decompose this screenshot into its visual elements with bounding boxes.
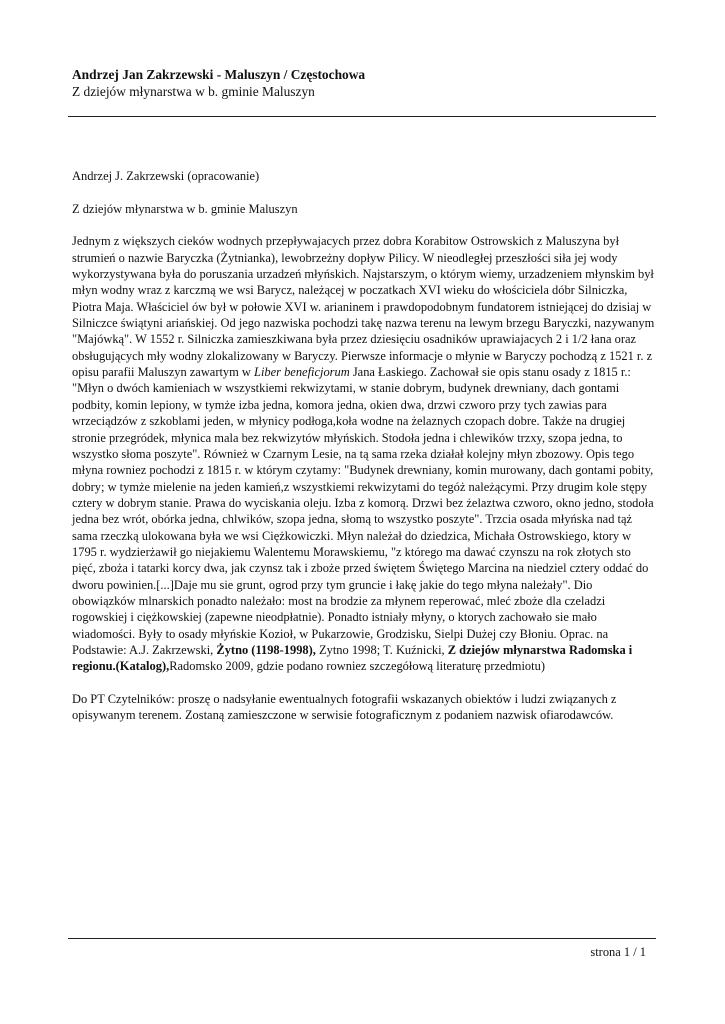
header-title: Andrzej Jan Zakrzewski - Maluszyn / Częstochowa — [72, 67, 366, 82]
main-text-part-3: Zytno 1998; T. Kuźnicki, — [315, 642, 448, 657]
reference-bold-1: Żytno (1198-1998), — [216, 642, 316, 657]
document-body — [72, 168, 657, 740]
main-text-part-4: Radomsko 2009, gdzie podano rowniez szczegółową literaturę przedmiotu) — [169, 659, 545, 674]
footer-divider — [68, 938, 656, 939]
author-line: Andrzej J. Zakrzewski (opracowanie) — [72, 169, 260, 183]
reference-bold-2: Z dziejów młynarstwa Radomska i regionu.(Katalog), — [72, 642, 633, 674]
closing-paragraph: Do PT Czytelników: proszę o nadsyłanie ewentualnych fotografii wskazanych obiektów i ludzi związanych z opisywanym terenem. Zostaną zamieszczone w serwisie fotograficznym z podaniem nazwisk ofiarodawców. — [72, 692, 617, 723]
main-text-part-2: Jana Łaskiego. Zachował sie opis stanu osady z 1815 r.: "Młyn o dwóch kamieniach w wszystkiemi rekwizytami, w stanie dobrym, budynek drewniany, dach gontami podbity, komin lepiony, w tymże izba jedna, komora jedna, okien dwa, drzwi czworo przy tych zawias para wrzeciądzów z szkoblami jeden, w młynicy podłoga,koła wodne na żelaznych czopach dobre. Także na drugiej stronie przegródek, młynica mala bez rekwizytów młyńskich. Stodoła jedna i chlewików trzxy, szopa jedna, to wszystko słoma poszyte". Również w Czarnym Lesie, na tą sama rzeka działał kolejny młyn zbozowy. Opis tego młyna rowniez pochodzi z 1815 r. w którym czytamy: "Budynek drewniany, komin murowany, dach gontami pobity, dobry; w tymże mielenie na jeden kamień,z wszystkiemi rekwizytami do tegóż należącymi. Przy drugim kole stępy cztery w dobrym stanie. Prawa do wyciskania oleju. Izba z komorą. Drzwi bez żelaztwa czworo, okno jedno, stodoła jedna bez wrót, obórka jedna, chlwików, szopa jedna, słomą to wszystko poszyte". Trzcia osada młyńska nad tąż sama rzeczką ulokowana była we wsi Ciężkowiczki. Młyn należał do dziedzica, Michała Ostrowskiego, ktory w 1795 r. wydzierżawił go niejakiemu Walentemu Morawskiemu, "z którego ma dawać czynszu na rok złotych sto pięć, zboża i tatarki korcy dwa, jak czynsz tak i zboże przed świętem Świętego Marcina na niedziel cztery oddać do dworu powinien.[...]Daje mu sie grunt, ogrod przy tym gruncie i łakę jakie do tego młyna należały". Dio obowiązków mlnarskich ponadto należało: most na brodzie za młynem reperować, mleć zboże dla czeladzi rogowskiej i ciężkowskiej (zapewne nieodpłatnie). Ponadto istniały młyny, o ktorych zachowało sie mało wiadomości. Były to osady młyńskie Kozioł, w Pukarzowie, Grodzisku, Sielpi Dużej czy Błoniu. Oprac. na Podstawie: A.J. Zakrzewski, — [72, 365, 654, 657]
header-subtitle: Z dziejów młynarstwa w b. gminie Maluszyn — [72, 84, 315, 99]
source-title-italic: Liber beneficjorum — [254, 365, 350, 380]
page-number: strona 1 / 1 — [590, 945, 646, 959]
header-divider — [68, 116, 656, 117]
main-text-part-1: Jednym z większych cieków wodnych przepływajacych przez dobra Korabitow Ostrowskich z Maluszyna był strumień o nazwie Baryczka (Żytnianka), lewobrzeżny dopływ Pilicy. W nieodległej przeszłości siła jej wody wykorzystywana była do poruszania urzadzeń młyńskich. Najstarszym, o którym wiemy, urzadzeniem młynskim był młyn wodny wraz z karczmą we wsi Barycz, należącej w poczatkach XVI wieku do włościciela dóbr Silniczka, Piotra Maja. Właściciel ów był w połowie XVI w. arianinem i prawdopodobnym fundatorem istniejącej do dzisiaj w Silniczce świątyni ariańskiej. Od jego nazwiska pochodzi takę nazwa terenu na lewym brzegu Baryczki, nazywanym "Majówką". W 1552 r. Silniczka zamieszkiwana była przez dziesięciu osadników uprawiajacych 2 i 1/2 łana oraz obsługujących mły wodny zlokalizowany w Baryczy. Pierwsze informacje o młynie w Baryczy pochodzą z 1521 r. z opisu parafii Maluszyn zawartym w — [72, 234, 655, 380]
main-paragraph — [72, 233, 657, 674]
page-header — [72, 66, 657, 100]
document-title: Z dziejów młynarstwa w b. gminie Maluszyn — [72, 201, 298, 216]
